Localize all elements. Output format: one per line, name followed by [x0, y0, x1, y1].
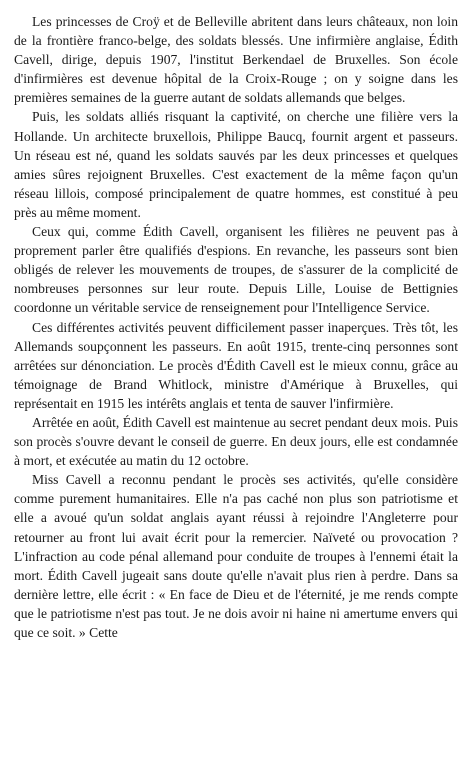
paragraph-6: Miss Cavell a reconnu pendant le procès ses activités, qu'elle considère comme purement humanitaires. Elle n'a pas caché non plus son patriotisme et elle a avoué qu'un soldat anglais ayant réussi à rejoindre l'Angleterre pour retourner au front lui avait écrit pour la remercier. Naïveté ou provocation ? L'infraction au code pénal allemand pour conduite de troupes à l'ennemi était la mort. Édith Cavell jugeait sans doute qu'elle n'avait plus rien à perdre. Dans sa dernière lettre, elle écrit : « En face de Dieu et de l'éternité, je me rends compte que le patriotisme n'est pas tout. Je ne dois avoir ni haine ni amertume envers qui que ce soit. » Cette [14, 472, 458, 640]
paragraph-2: Puis, les soldats alliés risquant la captivité, on cherche une filière vers la Hollande. Un architecte bruxellois, Philippe Baucq, fournit argent et passeurs. Un réseau est né, quand les soldats sauvés par les deux princesses et quelques amies sûres rejoignent Bruxelles. C'est exactement de la même façon qu'un réseau lillois, composé principalement de quatre hommes, est constitué à peu près au même moment. [14, 109, 458, 220]
paragraph-1: Les princesses de Croÿ et de Belleville abritent dans leurs châteaux, non loin de la frontière franco-belge, des soldats blessés. Une infirmière anglaise, Édith Cavell, dirige, depuis 1907, l'institut Berkendael de Bruxelles. Son école d'infirmières est devenue hôpital de la Croix-Rouge ; on y soigne dans les premières semaines de la guerre autant de soldats allemands que belges. [14, 14, 458, 106]
paragraph-5: Arrêtée en août, Édith Cavell est maintenue au secret pendant deux mois. Puis son procès s'ouvre devant le conseil de guerre. En deux jours, elle est condamnée à mort, et exécutée au matin du 12 octobre. [14, 414, 458, 469]
paragraph-4: Ces différentes activités peuvent difficilement passer inaperçues. Très tôt, les Allemands soupçonnent les passeurs. En août 1915, trente-cinq personnes sont arrêtées sur dénonciation. Le procès d'Édith Cavell est le mieux connu, grâce au témoignage de Brand Whitlock, ministre d'Amérique à Bruxelles, qui représentait en 1915 les intérêts anglais et tenta de sauver l'infirmière. [14, 319, 458, 411]
paragraph-3: Ceux qui, comme Édith Cavell, organisent les filières ne peuvent pas à proprement parler être qualifiés d'espions. En revanche, les passeurs sont bien obligés de relever les mouvements de troupes, de s'assurer de la complicité de nombreuses personnes sur leur route. Depuis Lille, Louise de Bettignies coordonne un véritable service de renseignement pour l'Intelligence Service. [14, 224, 458, 316]
